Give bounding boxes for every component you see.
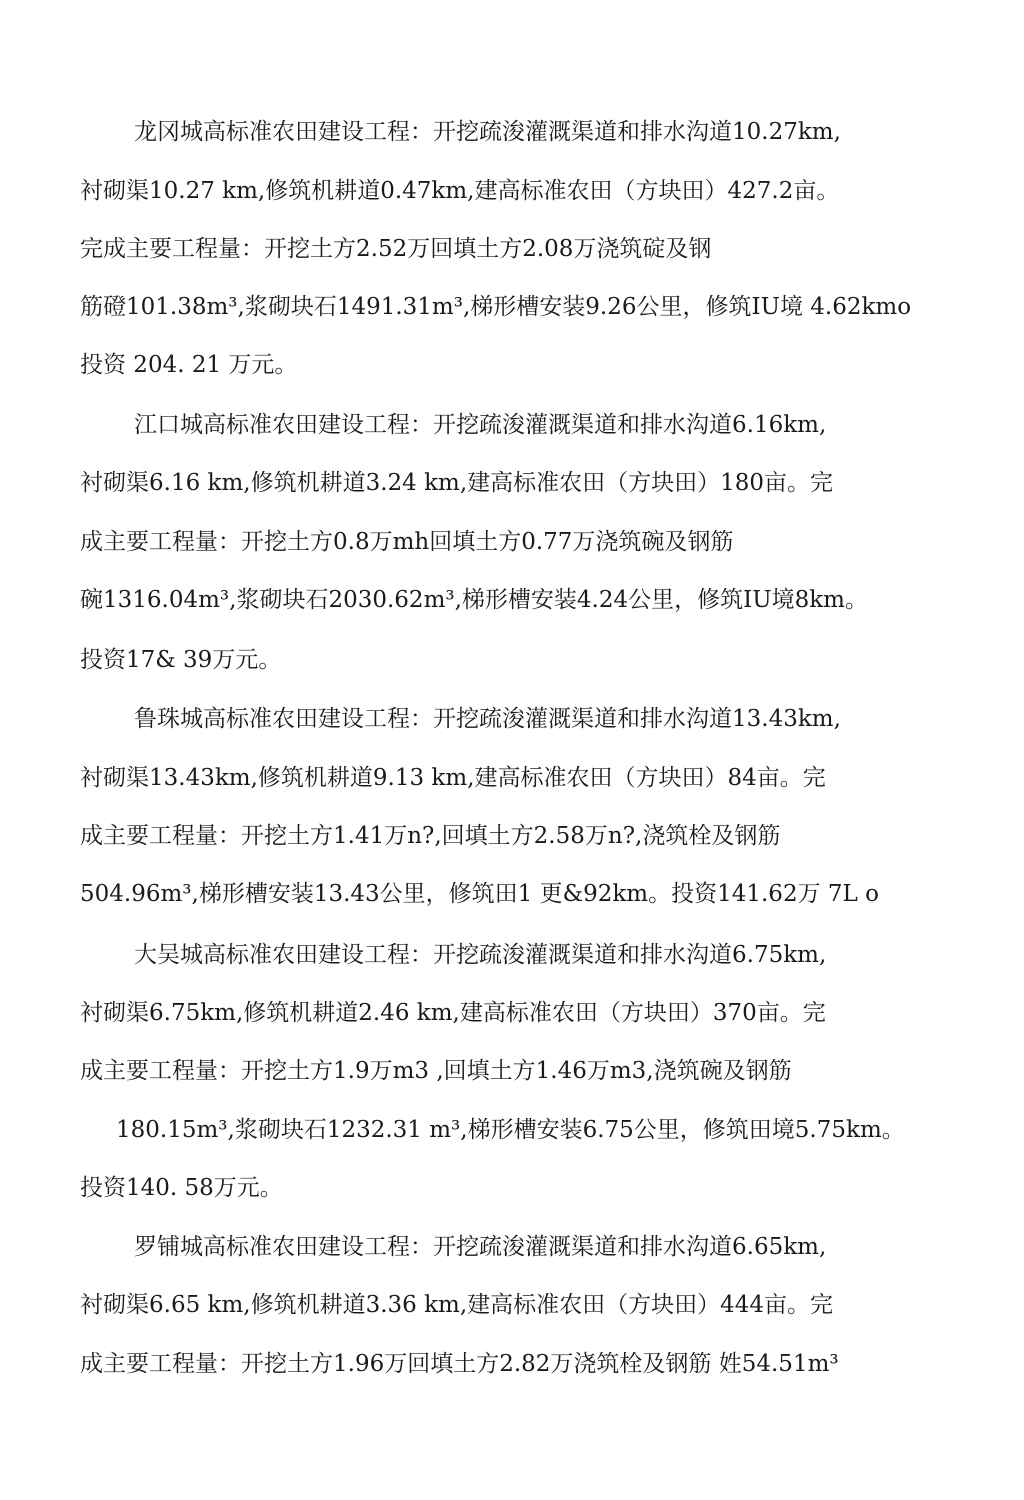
p3-line-2: 衬砌渠13.43km,修筑机耕道9.13 km,建高标准农田（方块田）84亩。完 — [80, 765, 826, 791]
p3-line-4: 504.96m³,梯形槽安装13.43公里，修筑田1 更&92km。投资141.62万 7L o — [80, 881, 879, 907]
p2-line-1: 江口城高标准农田建设工程：开挖疏浚灌溉渠道和排水沟道6.16km, — [134, 412, 827, 438]
p4-line-5: 投资140. 58万元。 — [80, 1175, 283, 1201]
p4-line-2: 衬砌渠6.75km,修筑机耕道2.46 km,建高标准农田（方块田）370亩。完 — [80, 1000, 826, 1026]
p4-line-3: 成主要工程量：开挖土方1.9万m3 ,回填土方1.46万m3,浇筑碗及钢筋 — [80, 1058, 792, 1084]
p2-line-4: 碗1316.04m³,浆砌块石2030.62m³,梯形槽安装4.24公里，修筑IU境8km。 — [80, 587, 868, 613]
p2-line-3: 成主要工程量：开挖土方0.8万mh回填土方0.77万浇筑碗及钢筋 — [80, 529, 734, 555]
p3-line-1: 鲁珠城高标准农田建设工程：开挖疏浚灌溉渠道和排水沟道13.43km, — [134, 706, 841, 732]
p1-line-1: 龙冈城高标准农田建设工程：开挖疏浚灌溉渠道和排水沟道10.27km, — [134, 119, 841, 145]
p3-line-3: 成主要工程量：开挖土方1.41万n?,回填土方2.58万n?,浇筑栓及钢筋 — [80, 823, 781, 849]
p5-line-1: 罗铺城高标准农田建设工程：开挖疏浚灌溉渠道和排水沟道6.65km, — [134, 1234, 827, 1260]
p1-line-3: 完成主要工程量：开挖土方2.52万回填土方2.08万浇筑碇及钢 — [80, 236, 712, 262]
p4-line-4: 180.15m³,浆砌块石1232.31 m³,梯形槽安装6.75公里，修筑田境5.75km。 — [116, 1117, 905, 1143]
p1-line-5: 投资 204. 21 万元。 — [80, 352, 298, 378]
p5-line-3: 成主要工程量：开挖土方1.96万回填土方2.82万浇筑栓及钢筋 姓54.51m³ — [80, 1351, 839, 1377]
p2-line-5: 投资17& 39万元。 — [80, 647, 282, 673]
p1-line-4: 筋磴101.38m³,浆砌块石1491.31m³,梯形槽安装9.26公里，修筑IU境 4.62kmo — [80, 294, 912, 320]
p1-line-2: 衬砌渠10.27 km,修筑机耕道0.47km,建高标准农田（方块田）427.2亩。 — [80, 178, 840, 204]
p4-line-1: 大吴城高标准农田建设工程：开挖疏浚灌溉渠道和排水沟道6.75km, — [134, 942, 827, 968]
p5-line-2: 衬砌渠6.65 km,修筑机耕道3.36 km,建高标准农田（方块田）444亩。完 — [80, 1292, 834, 1318]
p2-line-2: 衬砌渠6.16 km,修筑机耕道3.24 km,建高标准农田（方块田）180亩。完 — [80, 470, 834, 496]
